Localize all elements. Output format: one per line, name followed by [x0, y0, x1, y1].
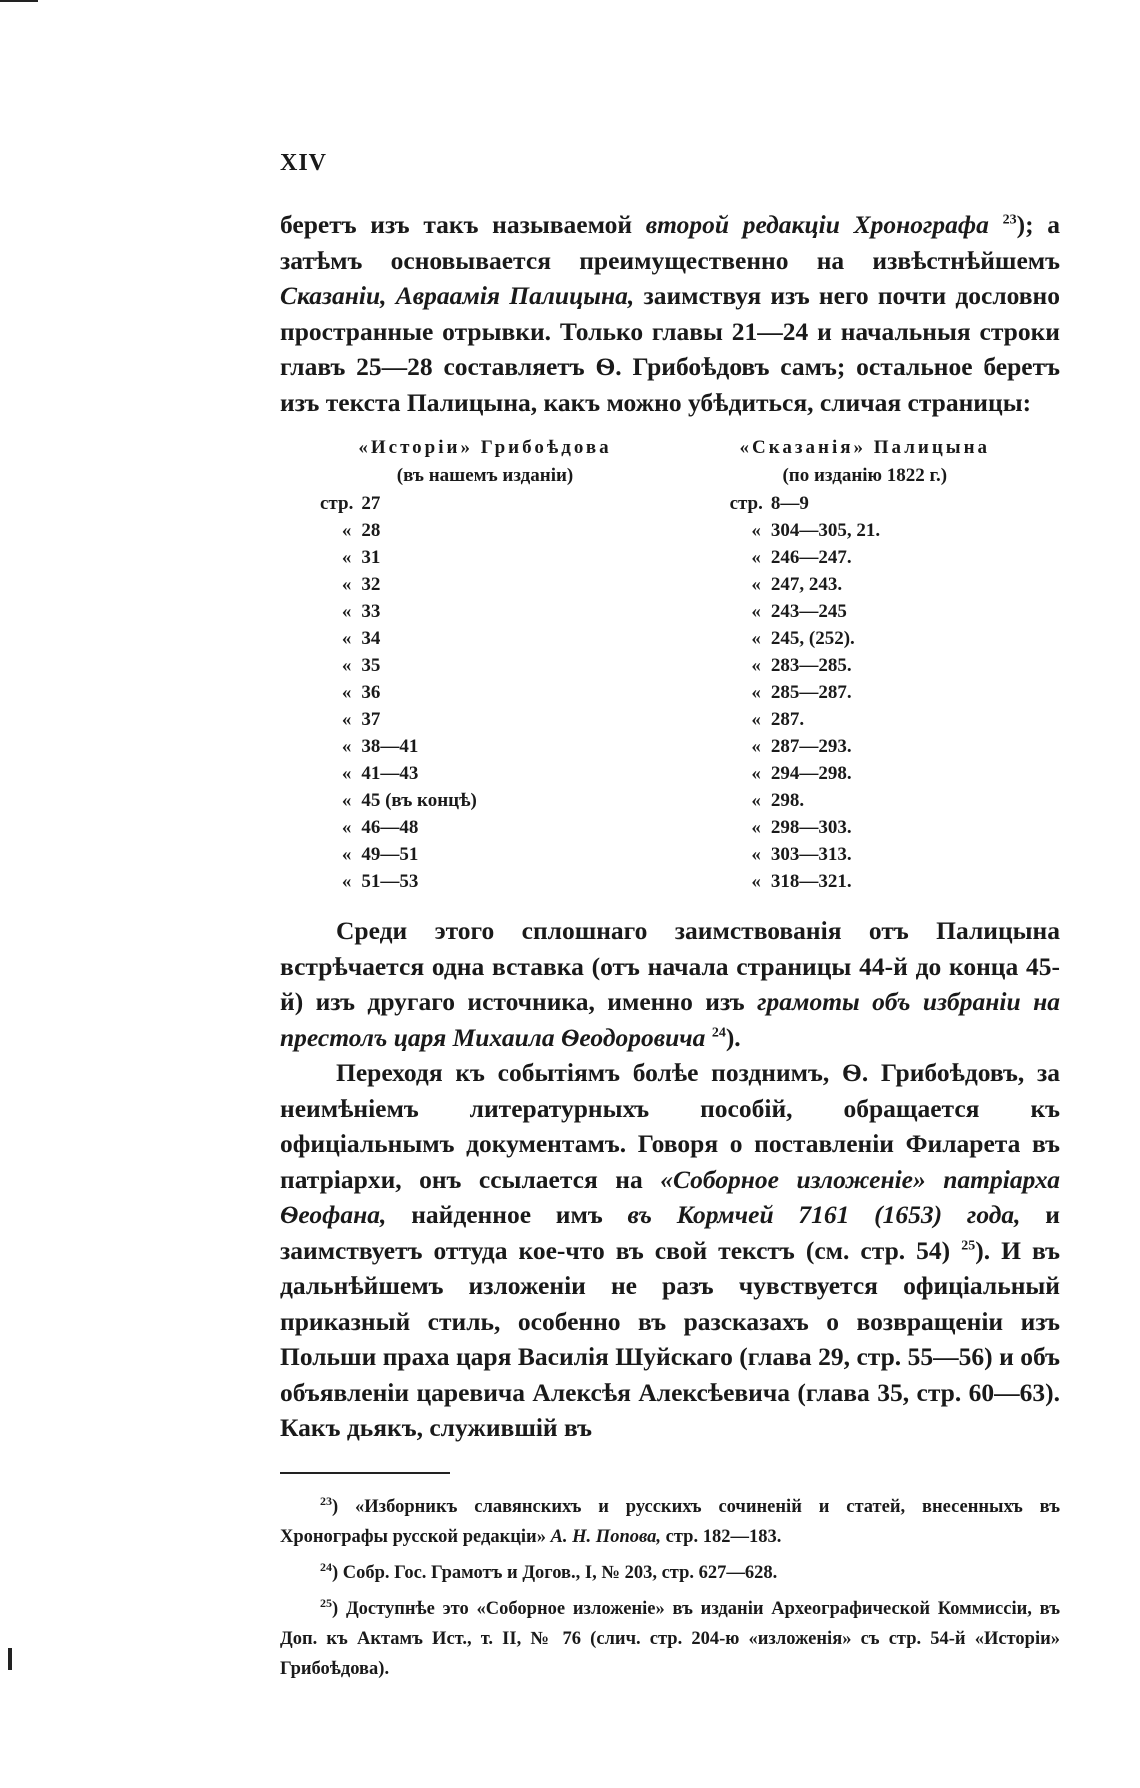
table-row: [320, 490, 1000, 517]
right-column-header: «Сказанія» Палицына: [739, 437, 991, 458]
right-page-value: 8—9: [770, 492, 809, 514]
left-page-value: 49—51: [361, 843, 419, 865]
ditto-mark: «: [751, 519, 761, 541]
footnote-divider: [280, 1472, 450, 1474]
table-row: [320, 868, 1000, 895]
ditto-mark: «: [751, 627, 761, 649]
table-row: [320, 517, 1000, 544]
right-column-subheader: (по изданію 1822 г.): [782, 465, 948, 486]
ditto-mark: «: [751, 762, 761, 784]
ditto-mark: «: [751, 735, 761, 757]
table-row: [320, 625, 1000, 652]
paragraph-2: Среди этого сплошнаго заимствованія отъ Палицына встрѣчается одна вставка (отъ начала страницы 44-й до конца 45-й) изъ другаго источника, именно изъ грамоты объ избраніи на престолъ царя Михаила Ѳеодоровича $^{24}$).: [280, 916, 1060, 1052]
table-row: [320, 787, 1000, 814]
left-page-value: 51—53: [361, 870, 419, 892]
ditto-mark: «: [751, 600, 761, 622]
footnote-ref-24[interactable]: 24: [711, 1025, 726, 1040]
scan-mark-bottom: [8, 1648, 12, 1670]
left-page-value: 41—43: [361, 762, 419, 784]
ditto-mark: «: [341, 681, 352, 703]
left-page-value: 38—41: [361, 735, 419, 757]
ditto-mark: «: [341, 870, 352, 892]
table-row: [320, 598, 1000, 625]
ditto-mark: «: [341, 762, 352, 784]
table-row: [320, 544, 1000, 571]
ditto-mark: «: [341, 573, 352, 595]
paragraph-1: беретъ изъ такъ называемой второй редакціи Хронографа $^{23}$); а затѣмъ основывается преимущественно на извѣстнѣйшемъ Сказаніи, Авраамія Палицына, заимствуя изъ него почти дословно пространные отрывки. Только главы 21—24 и начальныя строки главъ 25—28 составляетъ Ѳ. Грибоѣдовъ самъ; остальное беретъ изъ текста Палицына, какъ можно убѣдиться, сличая страницы:: [280, 210, 1061, 417]
paragraph-3: Переходя къ событіямъ болѣе позднимъ, Ѳ. Грибоѣдовъ, за неимѣніемъ литературныхъ пособій, обращается къ офиціальнымъ документамъ. Говоря о поставленіи Филарета въ патріархи, онъ ссылается на «Соборное изложеніе» патріарха Ѳеофана, найденное имъ въ Кормчей 7161 (1653) года, и заимствуетъ оттуда кое-что въ свой текстъ (см. стр. 54) $^{25}$). И въ дальнѣйшемъ изложеніи не разъ чувствуется офиціальный приказный стиль, особенно въ разсказахъ о возвращеніи изъ Польши праха царя Василія Шуйскаго (глава 29, стр. 55—56) и объ объявленіи царевича Алексѣя Алексѣевича (глава 35, стр. 60—63). Какъ дьякъ, служившій въ: [280, 1058, 1060, 1442]
right-page-value: 298.: [770, 789, 805, 811]
ditto-mark: «: [341, 789, 352, 811]
footnote-25: $^{25}$) Доступнѣе это «Соборное изложеніе» въ изданіи Археографической Коммиссіи, въ Доп. къ Актамъ Ист., т. II, № 76 (слич. стр. 204-ю «изложенія» съ стр. 54-й «Исторіи» Грибоѣдова).: [280, 1595, 1060, 1679]
right-page-value: 285—287.: [770, 681, 852, 703]
footnote-23: $^{23}$) «Изборникъ славянскихъ и русскихъ сочиненій и статей, внесенныхъ въ Хронографы русской редакціи» А. Н. Попова, стр. 182—183.: [280, 1493, 1060, 1547]
footnote-ref-23[interactable]: 23: [1002, 212, 1017, 228]
comparison-table: [320, 434, 1000, 895]
page-label: стр.: [320, 492, 354, 514]
left-page-value: 46—48: [361, 816, 419, 838]
ditto-mark: «: [341, 627, 352, 649]
ditto-mark: «: [751, 789, 761, 811]
left-page-value: 28: [361, 519, 381, 541]
left-page-value: 37: [361, 708, 381, 730]
right-page-value: 247, 243.: [770, 573, 843, 595]
ditto-mark: «: [341, 546, 352, 568]
ditto-mark: «: [341, 519, 352, 541]
right-page-value: 246—247.: [770, 546, 852, 568]
table-row: [320, 733, 1000, 760]
right-page-value: 283—285.: [770, 654, 852, 676]
ditto-mark: «: [341, 708, 352, 730]
ditto-mark: «: [341, 816, 352, 838]
table-row: [320, 652, 1000, 679]
table-row: [320, 841, 1000, 868]
left-page-value: 35: [361, 654, 381, 676]
footnote-ref-25[interactable]: 25: [961, 1238, 976, 1253]
left-page-value: 32: [361, 573, 381, 595]
left-page-value: 36: [361, 681, 381, 703]
ditto-mark: «: [751, 573, 761, 595]
table-row: [320, 814, 1000, 841]
left-page-value: 27: [361, 492, 381, 514]
right-page-value: 243—245: [770, 600, 847, 622]
left-page-value: 45 (въ концѣ): [361, 789, 477, 811]
right-page-value: 298—303.: [770, 816, 852, 838]
right-page-value: 287.: [770, 708, 805, 730]
page-label: стр.: [729, 492, 763, 514]
ditto-mark: «: [751, 546, 761, 568]
left-column-subheader: (въ нашемъ изданіи): [396, 465, 574, 486]
left-page-value: 33: [361, 600, 381, 622]
ditto-mark: «: [341, 654, 352, 676]
ditto-mark: «: [751, 708, 761, 730]
left-page-value: 34: [361, 627, 381, 649]
ditto-mark: «: [751, 870, 761, 892]
document-page: [280, 150, 1060, 1684]
left-column-header: «Исторіи» Грибоѣдова: [358, 437, 612, 458]
footnote-24: $^{24}$) Собр. Гос. Грамотъ и Догов., I, № 203, стр. 627—628.: [320, 1559, 778, 1583]
table-row: [320, 760, 1000, 787]
right-page-value: 318—321.: [770, 870, 852, 892]
ditto-mark: «: [341, 600, 352, 622]
ditto-mark: «: [751, 654, 761, 676]
page-number: XIV: [280, 150, 328, 176]
ditto-mark: «: [341, 843, 352, 865]
left-page-value: 31: [361, 546, 381, 568]
ditto-mark: «: [751, 816, 761, 838]
ditto-mark: «: [751, 843, 761, 865]
table-row: [320, 679, 1000, 706]
right-page-value: 304—305, 21.: [770, 519, 881, 541]
table-row: [320, 571, 1000, 598]
right-page-value: 287—293.: [770, 735, 852, 757]
ditto-mark: «: [751, 681, 761, 703]
table-row: [320, 706, 1000, 733]
right-page-value: 303—313.: [770, 843, 852, 865]
right-page-value: 294—298.: [770, 762, 852, 784]
scan-mark-top: [0, 0, 38, 2]
right-page-value: 245, (252).: [770, 627, 855, 649]
ditto-mark: «: [341, 735, 352, 757]
